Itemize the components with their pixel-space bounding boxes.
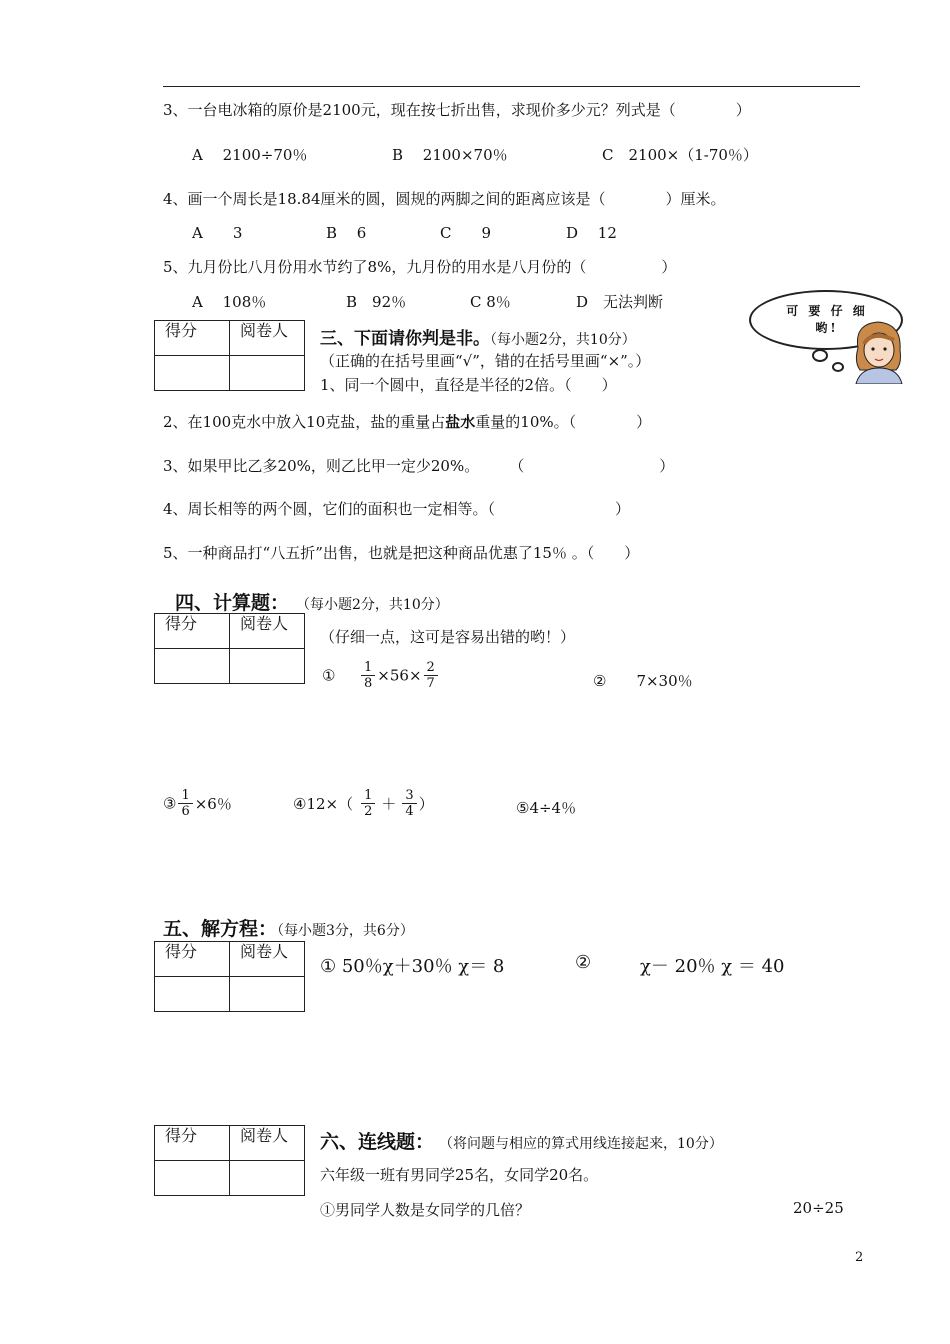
calc-problem-4 [293,788,434,819]
sec6-answer-1: 20÷25 [793,1199,844,1217]
top-rule [163,86,860,87]
q5-option-d: D 无法判断 [576,293,664,311]
score-cell[interactable] [155,649,230,684]
grader-cell[interactable] [230,649,305,684]
score-cell[interactable] [155,1161,230,1196]
sec3-item-2-head: 2、在100克水中放入10克盐，盐的重量占 [163,413,446,431]
denominator: 2 [364,804,373,819]
sec4-heading [175,588,449,615]
bubble-tail-dot [832,362,844,372]
sec6-context: 六年级一班有男同学25名，女同学20名。 [320,1166,599,1184]
sec3-note: （每小题2分，共10分） [490,332,636,348]
sec5-title: 五、解方程： [163,918,278,940]
numerator: 3 [402,788,416,804]
denominator: 7 [426,676,435,691]
numerator: 1 [361,660,375,676]
score-label: 得分 [155,321,230,356]
sec6-question-1: ①男同学人数是女同学的几倍？ [320,1201,531,1219]
score-cell[interactable] [155,977,230,1012]
sec3-item-2 [163,411,651,432]
calc-problem-1 [322,660,440,691]
denominator: 8 [364,676,373,691]
sec6-heading [320,1127,723,1154]
q5-option-b: B 92％ [346,293,407,311]
calc-problem-2: ② 7×30％ [593,672,693,690]
q5-option-c: C 8％ [470,293,511,311]
fraction [424,660,438,691]
score-box-sec5 [154,941,305,1012]
q4-stem: 4、画一个周长是18.84厘米的圆，圆规的两脚之间的距离应该是（ ）厘米。 [163,190,726,208]
fraction [361,660,375,691]
q3-stem: 3、一台电冰箱的原价是2100元，现在按七折出售，求现价多少元？列式是（ ） [163,101,751,119]
score-label: 得分 [155,942,230,977]
sec3-item-2-tail: 重量的10%。（ ） [475,413,652,431]
sec3-item-2-bold: 盐水 [445,413,476,431]
calc-4-tail: ） [418,795,434,813]
q3-option-b: B 2100×70％ [392,146,508,164]
sec4-title: 四、计算题： [175,592,290,614]
sec3-title: 三、下面请你判是非。 [320,329,490,349]
numerator: 1 [178,788,192,804]
score-label: 得分 [155,1126,230,1161]
calc-4-head: ④12×（ [293,795,354,813]
q3-option-c: C 2100×（1-70％） [602,146,758,164]
q4-option-c: C 9 [440,224,492,242]
bubble-tail-dot [812,349,828,362]
equation-2-label: ② [575,952,592,973]
score-box-sec4 [154,613,305,684]
grader-cell[interactable] [230,977,305,1012]
sec4-note: （每小题2分，共10分） [303,597,449,613]
grader-cell[interactable] [230,1161,305,1196]
calc-1-mid: ×56× [377,666,422,685]
q4-option-b: B 6 [326,224,367,242]
calc-3-label: ③ [163,794,177,813]
q5-option-a: A 108％ [192,293,267,311]
sec3-item-5: 5、一种商品打“八五折”出售，也就是把这种商品优惠了15％ 。（ ） [163,544,640,562]
grader-label: 阅卷人 [230,942,305,977]
girl-illustration-icon [850,318,906,384]
score-box-sec3 [154,320,305,391]
grader-cell[interactable] [230,356,305,391]
numerator: 1 [361,788,375,804]
sec3-item-4: 4、周长相等的两个圆，它们的面积也一定相等。（ ） [163,500,631,518]
score-box-sec6 [154,1125,305,1196]
q5-stem: 5、九月份比八月份用水节约了8%，九月份的用水是八月份的（ ） [163,258,677,276]
grader-label: 阅卷人 [230,321,305,356]
calc-4-plus: ＋ [381,795,397,813]
sec3-item-3: 3、如果甲比乙多20%，则乙比甲一定少20%。 （ ） [163,457,675,475]
numerator: 2 [424,660,438,676]
fraction [361,788,375,819]
sec4-hint: （仔细一点，这可是容易出错的哟！） [320,628,576,646]
grader-label: 阅卷人 [230,1126,305,1161]
fraction [178,788,192,819]
score-label: 得分 [155,614,230,649]
calc-1-label: ① [322,666,336,685]
equation-1: ① 50％χ＋30％ χ＝ 8 [320,956,505,977]
calc-problem-3 [163,788,232,819]
page-number: 2 [855,1250,864,1265]
sec3-heading [320,324,636,349]
calc-3-tail: ×6％ [194,795,232,813]
q3-option-a: A 2100÷70％ [192,146,308,164]
sec6-note: （将问题与相应的算式用线连接起来，10分） [446,1136,723,1152]
equation-2: χ－ 20％ χ ＝ 40 [640,956,785,977]
fraction [402,788,416,819]
sec5-heading [163,914,414,941]
q4-option-d: D 12 [566,224,617,242]
grader-label: 阅卷人 [230,614,305,649]
bubble-text: 可 要 仔 细 哟! [786,304,868,335]
sec5-note: （每小题3分，共6分） [277,923,414,939]
q4-option-a: A 3 [192,224,243,242]
sec3-instruction: （正确的在括号里画“√”，错的在括号里画“×”。） [320,352,651,370]
sec6-title: 六、连线题： [320,1131,435,1153]
denominator: 4 [405,804,414,819]
denominator: 6 [181,804,190,819]
score-cell[interactable] [155,356,230,391]
sec3-item-1: 1、同一个圆中，直径是半径的2倍。（ ） [320,376,617,394]
calc-problem-5: ⑤4÷4％ [516,799,577,817]
